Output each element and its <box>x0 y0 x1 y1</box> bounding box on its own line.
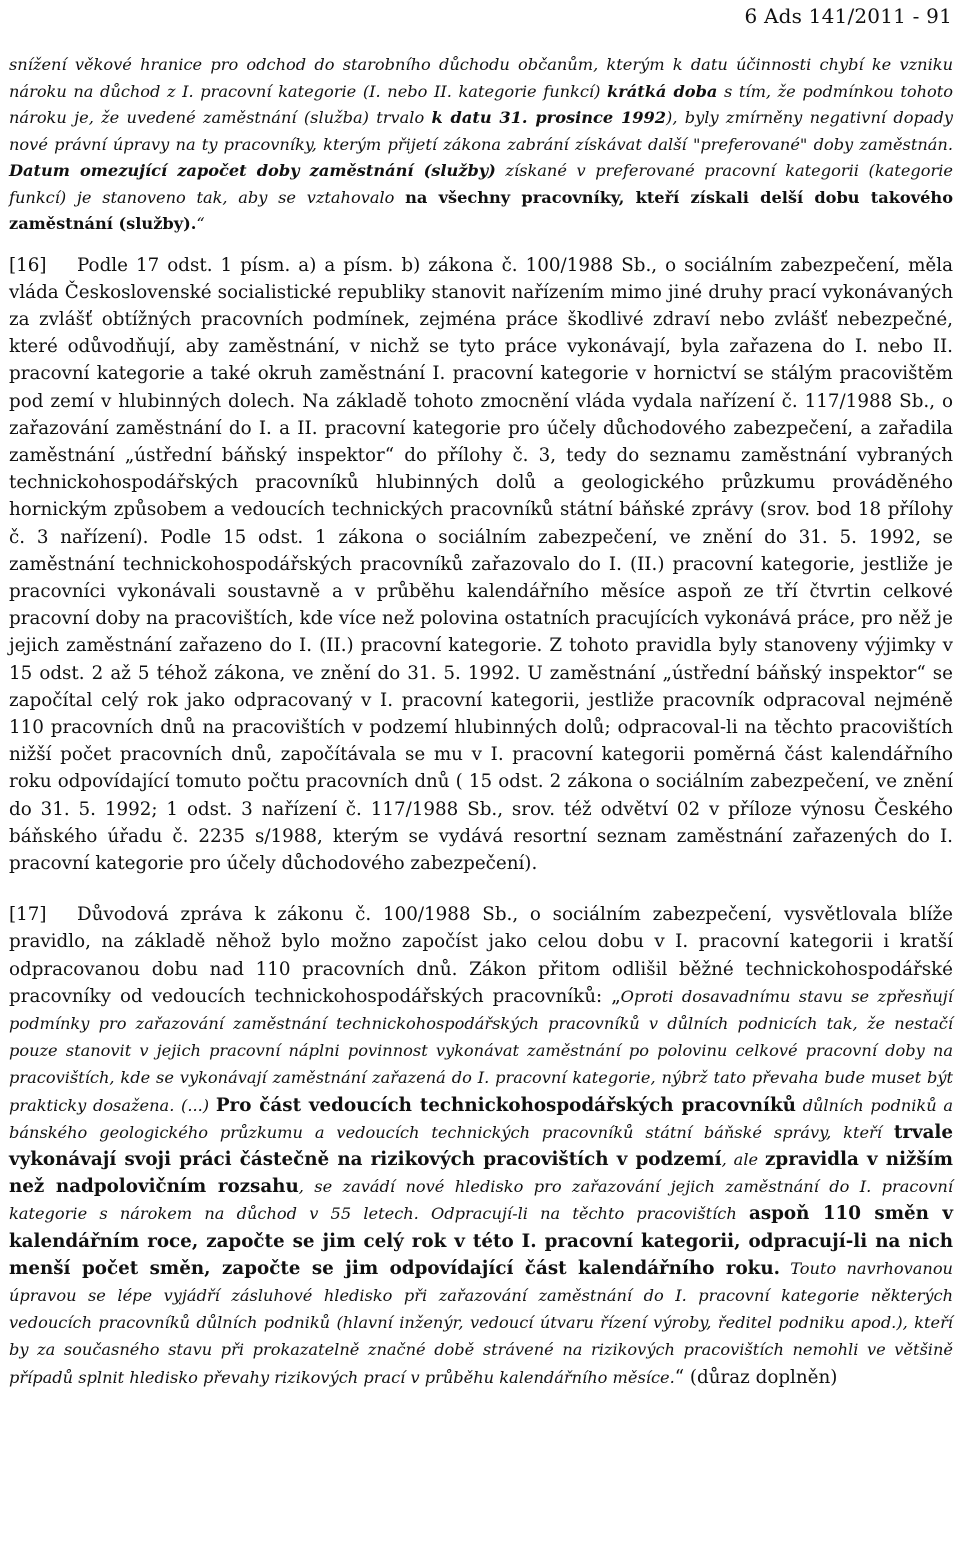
quoted-text-continuation <box>9 52 953 238</box>
quote-close-mark: “ <box>196 214 205 233</box>
paragraph-text: Podle 17 odst. 1 písm. a) a písm. b) zákona č. 100/1988 Sb., o sociálním zabezpečení, měla vláda Československé socialistické republiky stanovit nařízením mimo jiné druhy prací vykonávaných za zvlášť obtížných pracovních podmínek, zejména práce škodlivé zdraví nebo zvlášť nebezpečné, které odůvodňují, aby zaměstnání, v nichž se tyto práce vykonávají, byla zařazena do I. nebo II. pracovní kategorie a také okruh zaměstnání I. pracovní kategorie v hornictví se stálým pracovištěm pod zemí v hlubinných dolech. Na základě tohoto zmocnění vláda vydala nařízení č. 117/1988 Sb., o zařazování zaměstnání do I. a II. pracovní kategorie pro účely důchodového zabezpečení, a zařadila zaměstnání „ústřední báňský inspektor“ do přílohy č. 3, tedy do seznamu zaměstnání vybraných technickohospodářských pracovníků hlubinných dolů a geologického průzkumu prováděného hornickým způsobem a vedoucích technických pracovníků státní báňské zprávy (srov. bod 18 přílohy č. 3 nařízení). Podle 15 odst. 1 zákona o sociálním zabezpečení, ve znění do 31. 5. 1992, se zaměstnání technickohospodářských pracovníků zařazovalo do I. (II.) pracovní kategorie, jestliže je pracovníci vykonávali soustavně a v průběhu kalendářního měsíce aspoň ze tří čtvrtin celkové pracovní doby na pracovištích, kde více než polovina ostatních pracujících vykonává práce, pro něž je jejich zaměstnání zařazeno do I. (II.) pracovní kategorie. Z tohoto pravidla byly stanoveny výjimky v 15 odst. 2 až 5 téhož zákona, ve znění do 31. 5. 1992. U zaměstnání „ústřední báňský inspektor“ se započítal celý rok jako odpracovaný v I. pracovní kategorii, jestliže pracovník odpracoval nejméně 110 pracovních dnů na pracovištích v podzemí hlubinných dolů; odpracoval-li na těchto pracovištích nižší počet pracovních dnů, započítávala se mu v I. pracovní kategorii poměrná část kalendářního roku odpovídající tomuto počtu pracovních dnů ( 15 odst. 2 zákona o sociálním zabezpečení, ve znění do 31. 5. 1992; 1 odst. 3 nařízení č. 117/1988 Sb., srov. též odvětví 02 v příloze výnosu Českého báňského úřadu č. 2235 s/1988, kterým se vydává resortní seznam zaměstnání zařazených do I. pracovní kategorie pro účely důchodového zabezpečení). <box>9 254 953 874</box>
emphasis-text: trvale vykonávají svoji práci částečně na rizikových pracovištích v podzemí <box>9 1121 953 1170</box>
emphasis-text: k datu 31. prosince 1992 <box>431 108 667 127</box>
quote-text: s tím, že podmínkou tohoto nároku je, že uvedené zaměstnání (služba) trvalo <box>9 81 953 127</box>
quote-text: získané v preferované pracovní kategorii (kategorie funkcí) je stanoveno tak, aby se vztahovalo <box>9 161 953 207</box>
document-body <box>9 52 953 1391</box>
emphasis-text: Pro část vedoucích technickohospodářských pracovníků <box>215 1094 796 1116</box>
emphasis-text: aspoň 110 směn v kalendářním roce, započte se jim celý rok v této I. pracovní kategorii, odpracují-li na nich menší počet směn, započte se jim odpovídající část kalendářního roku. <box>9 1203 953 1279</box>
paragraph-text: Důvodová zpráva k zákonu č. 100/1988 Sb., o sociálním zabezpečení, vysvětlovala blíže pravidlo, na základě něhož bylo možno započíst jako celou dobu v I. pracovní kategorii i kratší odpracovanou dobu nad 110 pracovních dnů. Zákon přitom odlišil běžné technickohospodářské pracovníky od vedoucích technickohospodářských pracovníků: „ <box>9 904 953 1007</box>
emphasis-text: krátká doba <box>607 81 718 101</box>
quoted-italic-text: Touto navrhovanou úpravou se lépe vyjádří zásluhové hledisko při zařazování zaměstnání do I. pracovní kategorie některých vedoucích pracovníků důlních podniků (hlavní inženýr, vedoucí útvaru řízení výroby, ředitel podniku apod.), kteří by za současného stavu při prokazatelně značné době strávené na rizikových pracovištích nemohli ve většině případů splnit hledisko převahy rizikových prací v průběhu kalendářního měsíce. <box>9 1258 953 1387</box>
emphasis-text: Datum omezující započet doby zaměstnání (služby) <box>9 161 496 180</box>
quote-text: snížení věkové hranice pro odchod do starobního důchodu občanům, kterým k datu účinnosti chybí ke vzniku nároku na důchod z I. pracovní kategorie (I. nebo II. kategorie funkcí) <box>9 55 953 101</box>
quoted-italic-text: Oproti dosavadnímu stavu se zpřesňují podmínky pro zařazování zaměstnání technickohospodářských pracovníků v důlních podnicích tak, že nestačí pouze stanovit v jejich pracovní náplni povinnost vykonávat zaměstnání po polovinu celkové pracovní doby na pracovištích, kde se vykonávají zaměstnání zařazená do I. pracovní kategorie, nýbrž tato převaha bude muset být prakticky dosažena. (...) <box>9 986 954 1115</box>
emphasis-text: zpravidla v nižším než nadpolovičním rozsahu <box>9 1149 953 1198</box>
paragraph-16 <box>9 252 953 878</box>
emphasis-text: na všechny pracovníky, kteří získali delší dobu takového zaměstnání (služby). <box>9 187 953 233</box>
quoted-italic-text: , ale <box>721 1150 766 1169</box>
paragraph-text: “ (důraz doplněn) <box>674 1366 838 1388</box>
paragraph-number: [16] <box>9 254 47 276</box>
paragraph-number: [17] <box>9 904 47 926</box>
quote-text: ), byly zmírněny negativní dopady nové právní úpravy na ty pracovníky, kterým přijetí zákona zabrání získávat další "preferované" doby zaměstnán. <box>9 108 953 154</box>
quoted-italic-text: důlních podniků a bánského geologického průzkumu a vedoucích technických pracovníků státní báňské správy, kteří <box>9 1095 953 1142</box>
quoted-italic-text: , se zavádí nové hledisko pro zařazování jejich zaměstnání do I. pracovní kategorie s nárokem na důchod v 55 letech. Odpracují-li na těchto pracovištích <box>9 1177 953 1224</box>
page-reference: 6 Ads 141/2011 - 91 <box>744 4 952 28</box>
paragraph-17 <box>9 901 953 1391</box>
